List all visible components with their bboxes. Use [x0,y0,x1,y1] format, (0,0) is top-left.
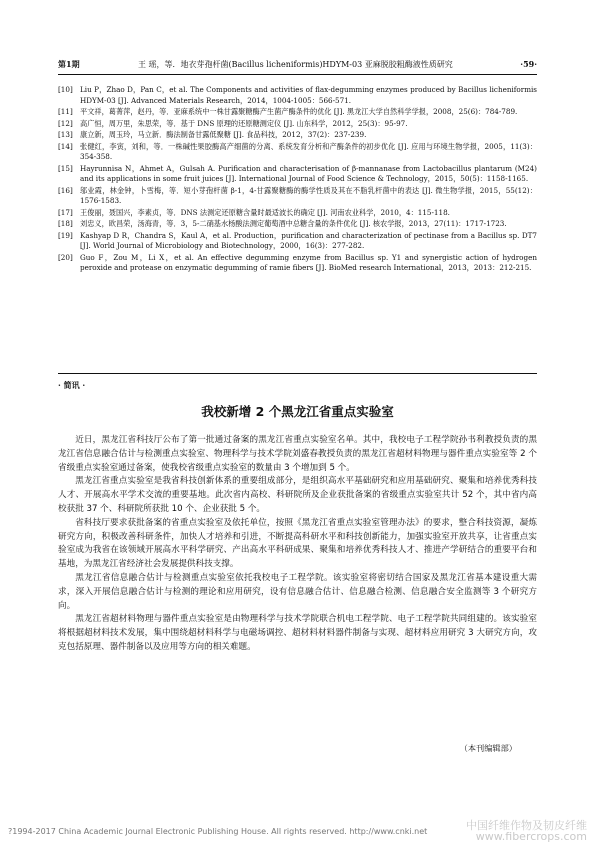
page-footer [8,819,587,843]
reference-item [58,219,537,230]
reference-text: 张健红，李寅，刘和，等．一株碱性果胶酶高产细菌的分离、系统发育分析和产酶条件的初步优化 [J]. 应用与环境生物学报，2005，11(3)：354-358. [80,141,537,161]
reference-item [58,142,537,163]
copyright-notice: ?1994-2017 China Academic Journal Electronic Publishing House. All rights reserved. http://www.cnki.net [8,826,428,836]
reference-number: [16] [58,185,73,195]
reference-text: Kashyap D R，Chandra S，Kaul A，et al. Production，purification and characterization of pectinase from a Bacillus sp. DT7 [J]. World Journal of Microbiology and Biotechnology，2000，16(3)：277-282. [80,230,537,250]
news-paragraph: 黑龙江省超材料物理与器件重点实验室是由物理科学与技术学院联合机电工程学院、电子工程学院共同组建的。该实验室将根据超材料技术发展，集中围绕超材料科学与电磁场调控、超材料材料器件制备与实现、超材料应用研究 3 大研究方向，攻克包括原理、器件制备以及应用等方向的相关难题。 [58,614,537,652]
reference-item [58,119,537,130]
reference-number: [11] [58,107,73,116]
watermark-url: www.fibercrops.com [475,830,587,843]
news-title: 我校新增 2 个黑龙江省重点实验室 [201,404,394,419]
watermark [466,820,587,842]
byline: （本刊编辑部） [459,743,517,753]
reference-text: 邬业霞，林金钟，卜雪梅，等．短小芽孢杆菌 β-1，4-甘露聚糖酶的酶学性质及其在不脂乳杆菌中的表达 [J]. 微生物学报，2015，55(12)：1576-1583. [80,185,537,205]
reference-text: 王俊丽，聂国兴，李素贞，等．DNS 法测定还原糖含量时最适波长的确定 [J]. 河南农业科学，2010，4：115-118. [80,207,450,217]
reference-item [58,107,537,118]
issue-number: 第1期 [58,59,80,69]
reference-number: [20] [58,252,73,262]
news-body [58,434,537,655]
reference-item [58,231,537,252]
reference-number: [17] [58,207,73,217]
reference-number: [13] [58,130,73,139]
reference-number: [19] [58,230,73,240]
reference-text: 高广恒，周万里，朱思荣，等．基于 DNS 原理的还原糖测定仪 [J]. 山东科学，2012，25(3)：95-97. [80,118,408,128]
news-paragraph: 近日，黑龙江省科技厅公布了第一批通过备案的黑龙江省重点实验室名单。其中，我校电子工程学院孙书利教授负责的黑龙江省信息融合估计与检测重点实验室、物理科学与技术学院刘盛春教授负责的黑龙江省超材料物理与器件重点实验室等 2 个省级重点实验室通过备案，使我校省级重点实验室的数量由 3 个增加到 5 个。 [58,435,537,473]
news-paragraph: 黑龙江省重点实验室是我省科技创新体系的重要组成部分，是组织高水平基础研究和应用基础研究、聚集和培养优秀科技人才、开展高水平学术交流的重要基地。此次省内高校、科研院所及企业获批备案的省级重点实验室共计 52 个，其中省内高校获批 37 个、科研院所获批 10 个、企业获批 5 个。 [58,476,537,514]
news-paragraph: 黑龙江省信息融合估计与检测重点实验室依托我校电子工程学院。该实验室将密切结合国家及黑龙江省基本建设重大需求，深入开展信息融合估计与检测的理论和应用研究，设有信息融合估计、信息融合检测、信息融合安全监测等 3 个研究方向。 [58,572,537,611]
reference-text: 康立新，周玉玲，马立新．酶法制备甘露低聚糖 [J]. 食品科技，2012，37(2)：237-239. [80,130,367,139]
reference-text: Guo F，Zou M，Li X，et al. An effective degumming enzyme from Bacillus sp. Y1 and synergistic action of hydrogen peroxide and protease on enzymatic degumming of ramie fibers [J]. BioMed research International，2013，2013：212-215. [80,252,537,272]
page-number: ·59· [520,59,537,69]
reference-item [58,208,537,219]
reference-text: 平文祥，葛菁萍，赵丹，等．亚麻系统中一株甘露聚糖酶产生菌产酶条件的优化 [J]. 黑龙江大学自然科学学报，2008，25(6)：784-789. [80,107,518,116]
section-tag: · 简讯 · [58,380,86,390]
reference-number: [12] [58,118,73,128]
reference-text: 刘忠义，欧昌荣，汤海青，等．3，5-二硝基水杨酸法测定葡萄酒中总糖含量的条件优化 [J]. 核农学报，2013，27(11)：1717-1723. [80,219,507,228]
reference-number: [10] [58,85,73,94]
reference-text: Liu P，Zhao D，Pan C，et al. The Components and activities of flax-degumming enzymes produced by Bacillus licheniformis HDYM-03 [J]. Advanced Materials Research，2014，1004-1005：566-571. [80,85,537,105]
reference-item [58,85,537,106]
reference-item [58,130,537,141]
reference-list [58,85,537,275]
reference-number: [18] [58,219,73,228]
reference-item [58,253,537,274]
news-paragraph: 省科技厅要求获批备案的省重点实验室及依托单位，按照《黑龙江省重点实验室管理办法》的要求，整合科技资源，凝炼研究方向，积极改善科研条件，加快人才培养和引进，不断提高科研水平和科技创新能力，加强实验室开放共享，让省重点实验室成为我省在该领域开展高水平科学研究、产出高水平科研成果、聚集和培养优秀科技人才、推进产学研结合的重要平台和基地，为黑龙江省经济社会发展提供科技支撑。 [58,517,537,570]
reference-text: Hayrunnisa N，Ahmet A，Gulsah A. Purification and characterisation of β-mannanase from Lactobacillus plantarum (M24) and its applications in some fruit juices [J]. International Journal of Food Science & Technology，2015，50(5)：1158-1165. [80,163,537,183]
reference-item [58,164,537,185]
running-title: 王 瑶，等．地衣芽孢杆菌(Bacillus licheniformis)HDYM-03 亚麻脱胶粗酶液性质研究 [138,60,453,69]
header-rule [58,74,537,75]
section-divider [58,373,537,374]
reference-number: [14] [58,141,73,151]
running-header [58,59,537,73]
reference-item [58,186,537,207]
watermark-text: 中国纤维作物及韧皮纤维 [466,819,587,832]
reference-number: [15] [58,163,73,173]
